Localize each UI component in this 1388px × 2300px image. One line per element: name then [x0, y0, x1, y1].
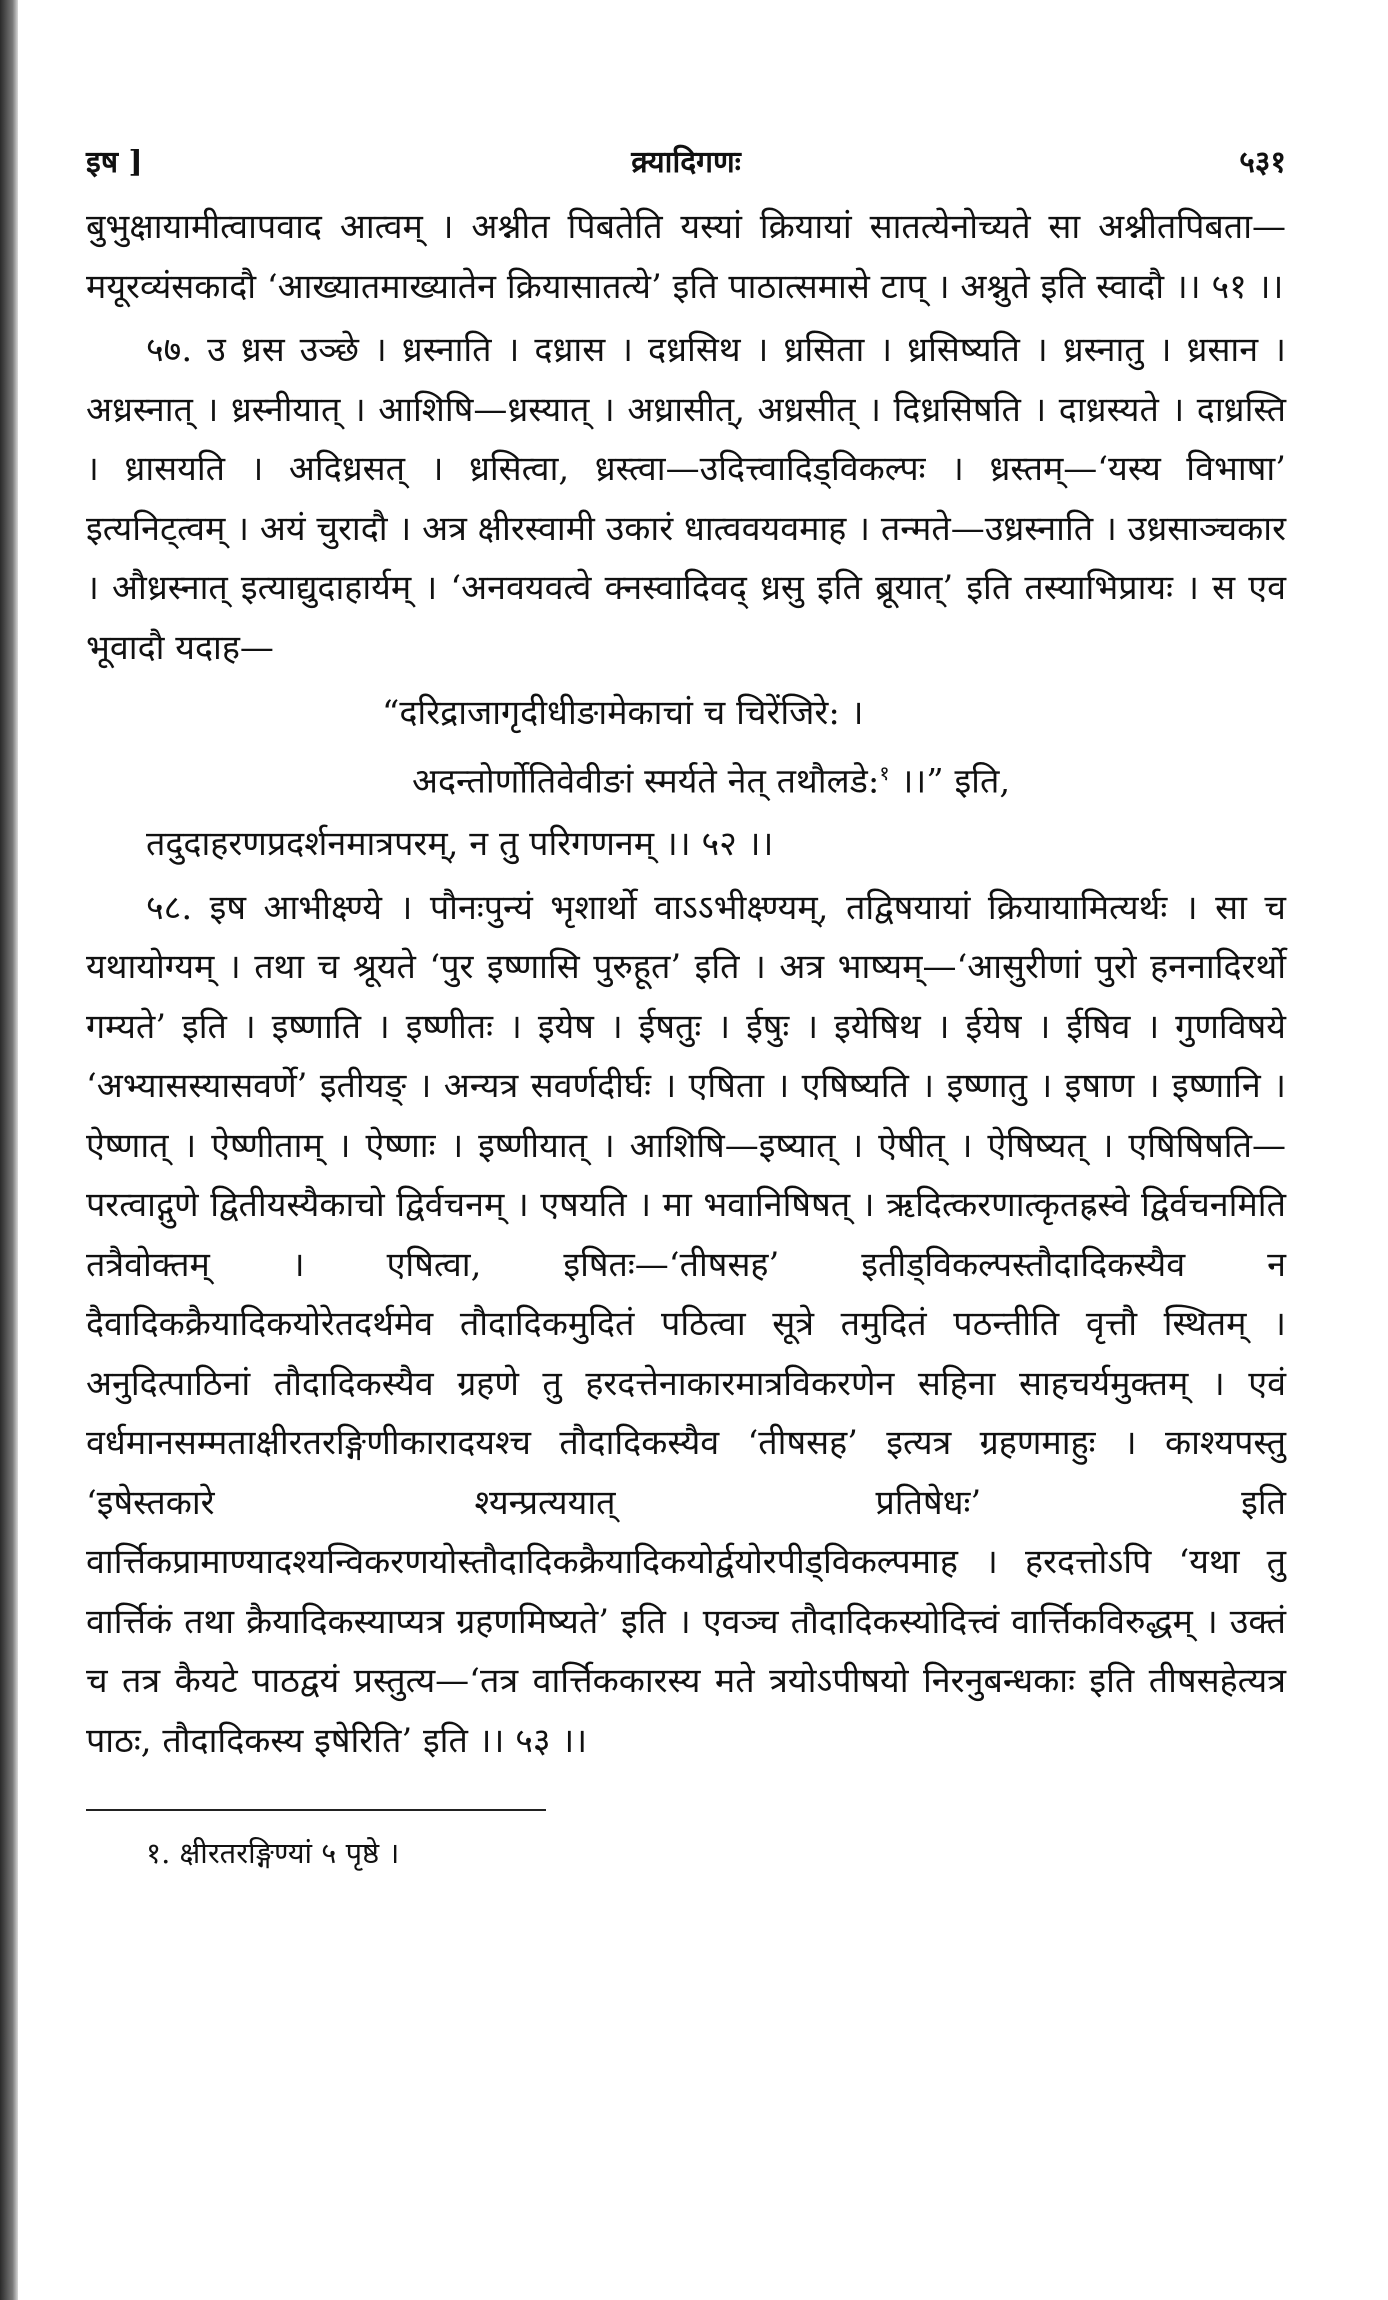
- running-head-left: इष ]: [86, 145, 143, 180]
- paragraph-51: बुभुक्षायामीत्वापवाद आत्वम् । अश्नीत पिबतेति यस्यां क्रियायां सातत्येनोच्यते सा अश्नीतपिबता—मयूरव्यंसकादौ ‘आख्यातमाख्यातेन क्रियासातत्ये’ इति पाठात्समासे टाप् । अश्नुते इति स्वादौ ।। ५१ ।।: [86, 207, 1286, 307]
- footnote-marker: १: [879, 760, 890, 785]
- paragraph-52: तदुदाहरणप्रदर्शनमात्रपरम्, न तु परिगणनम् ।। ५२ ।।: [146, 824, 774, 865]
- verse-line-1: “दरिद्राजागृदीधीङामेकाचां च चिरेंजिरे: ।: [382, 693, 864, 733]
- footnote: १. क्षीरतरङ्गिण्यां ५ पृष्ठे ।: [146, 1836, 400, 1871]
- verse-line-2-end: ।।” इति,: [889, 760, 1011, 801]
- body-text: [86, 198, 1286, 1771]
- paragraph-58: ५८. इष आभीक्ष्ण्ये । पौनःपुन्यं भृशार्थो वाऽऽभीक्ष्ण्यम्, तद्विषयायां क्रियायामित्यर्थः । सा च यथायोग्यम् । तथा च श्रूयते ‘पुर इष्णासि पुरुहूत’ इति । अत्र भाष्यम्—‘आसुरीणां पुरो हननादिरर्थो गम्यते’ इति । इष्णाति । इष्णीतः । इयेष । ईषतुः । ईषुः । इयेषिथ । ईयेष । ईषिव । गुणविषये ‘अभ्यासस्यासवर्णे’ इतीयङ् । अन्यत्र सवर्णदीर्घः । एषिता । एषिष्यति । इष्णातु । इषाण । इष्णानि । ऐष्णात् । ऐष्णीताम् । ऐष्णाः । इष्णीयात् । आशिषि—इष्यात् । ऐषीत् । ऐषिष्यत् । एषिषिषति—परत्वाद्गुणे द्वितीयस्यैकाचो द्विर्वचनम् । एषयति । मा भवानिषिषत् । ऋदित्करणात्कृतह्रस्वे द्विर्वचनमिति तत्रैवोक्तम् । एषित्वा, इषितः—‘तीषसह’ इतीड्विकल्पस्तौदादिकस्यैव न दैवादिकक्रैयादिकयोरेतदर्थमेव तौदादिकमुदितं पठित्वा सूत्रे तमुदितं पठन्तीति वृत्तौ स्थितम् । अनुदित्पाठिनां तौदादिकस्यैव ग्रहणे तु हरदत्तेनाकारमात्रविकरणेन सहिना साहचर्यमुक्तम् । एवं वर्धमानसम्मताक्षीरतरङ्गिणीकारादयश्च तौदादिकस्यैव ‘तीषसह’ इत्यत्र ग्रहणमाहुः । काश्यपस्तु ‘इषेस्तकारे श्यन्प्रत्ययात् प्रतिषेधः’ इति वार्त्तिकप्रामाण्यादश्यन्विकरणयोस्तौदादिकक्रैयादिकयोर्द्वयोरपीड्विकल्पमाह । हरदत्तोऽपि ‘यथा तु वार्त्तिकं तथा क्रैयादिकस्याप्यत्र ग्रहणमिष्यते’ इति । एवञ्च तौदादिकस्योदित्त्वं वार्त्तिकविरुद्धम् । उक्तं च तत्र कैयटे पाठद्वयं प्रस्तुत्य—‘तत्र वार्त्तिककारस्य मते त्रयोऽपीषयो निरनुबन्धकाः इति तीषसहेत्यत्र पाठः, तौदादिकस्य इषेरिति’ इति ।। ५३ ।।: [86, 887, 1286, 1761]
- page-content: [86, 140, 1286, 1875]
- verse-line-2: [86, 744, 1286, 812]
- verse-quote: [86, 684, 1286, 811]
- running-head: [86, 140, 1286, 186]
- page-number: ५३१: [1239, 145, 1286, 180]
- book-spine-shadow: [0, 0, 18, 2300]
- running-head-title: क्र्यादिगणः: [631, 145, 741, 180]
- verse-line-2-text: अदन्तोर्णोतिवेवीङां स्मर्यते नेत् तथौलडे:: [412, 760, 880, 801]
- footnote-divider: [86, 1809, 546, 1811]
- paragraph-57: ५७. उ ध्रस उञ्छे । ध्रस्नाति । दध्रास । दध्रसिथ । ध्रसिता । ध्रसिष्यति । ध्रस्नातु । ध्रसान । अध्रस्नात् । ध्रस्नीयात् । आशिषि—ध्रस्यात् । अध्रासीत्, अध्रसीत् । दिध्रसिषति । दाध्रस्यते । दाध्रस्ति । ध्रासयति । अदिध्रसत् । ध्रसित्वा, ध्रस्त्वा—उदित्त्वादिड्विकल्पः । ध्रस्तम्—‘यस्य विभाषा’ इत्यनिट्त्वम् । अयं चुरादौ । अत्र क्षीरस्वामी उकारं धात्ववयवमाह । तन्मते—उध्रस्नाति । उध्रसाञ्चकार । औध्रस्नात् इत्याद्युदाहार्यम् । ‘अनवयवत्वे क्नस्वादिवद् ध्रसु इति ब्रूयात्’ इति तस्याभिप्रायः । स एव भूवादौ यदाह—: [86, 330, 1286, 668]
